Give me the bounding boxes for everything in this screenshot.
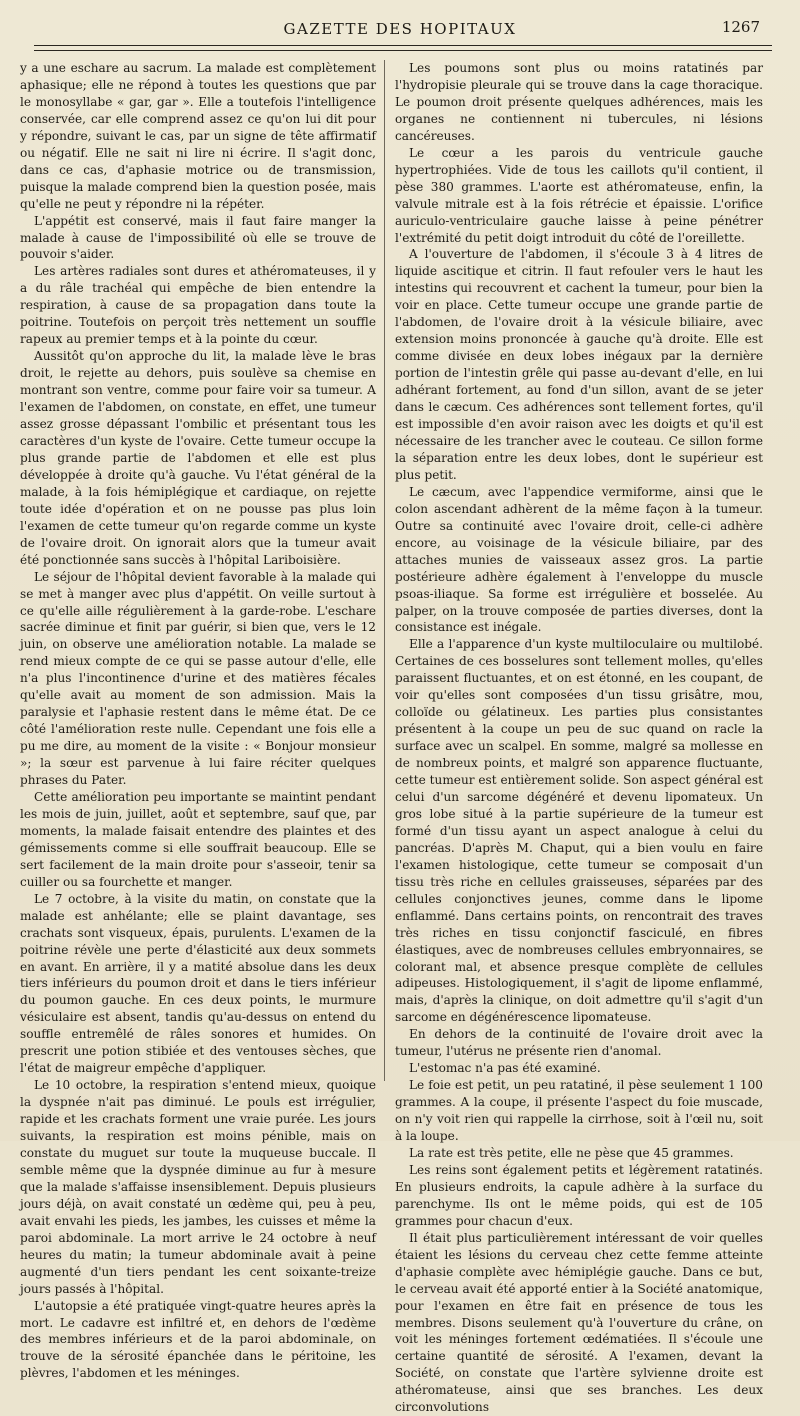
paragraph: A l'ouverture de l'abdomen, il s'écoule 3 à 4 litres de liquide ascitique et citrin. Il faut refouler vers le haut les intestins qui recouvrent et cachent la tumeur, pour bien la voir en place. Cette tumeur occupe une grande partie de l'abdomen, de l'ovaire droit à la vésicule biliaire, avec extension moins prononcée à gauche qu'à droite. Elle est comme divisée en deux lobes inégaux par la dernière portion de l'intestin grêle qui passe au-devant d'elle, en lui adhérant fortement, au fond d'un sillon, avant de se jeter dans le cæcum. Ces adhérences sont tellement fortes, qu'il est impossible d'en avoir raison avec les doigts et qu'il est nécessaire de les trancher avec le couteau. Ce sillon forme la séparation entre les deux lobes, dont le supérieur est plus petit. — [395, 247, 763, 482]
paragraph: Cette amélioration peu importante se maintint pendant les mois de juin, juillet, août et septembre, sauf que, par moments, la malade faisait entendre des plaintes et des gémissements comme si elle souffrait beaucoup. Elle se sert facilement de la main droite pour s'asseoir, tenir sa cuiller ou sa fourchette et manger. — [20, 789, 376, 889]
paragraph: La rate est très petite, elle ne pèse que 45 grammes. — [409, 1146, 734, 1160]
paragraph: L'autopsie a été pratiquée vingt-quatre heures après la mort. Le cadavre est infiltré et, en dehors de l'œdème des membres inférieurs et de la paroi abdominale, on trouve de la sérosité épanchée dans le péritoine, les plèvres, l'abdomen et les méninges. — [20, 1298, 376, 1381]
header-rule-thin — [34, 50, 772, 51]
paragraph: L'appétit est conservé, mais il faut faire manger la malade à cause de l'impossibilité où elle se trouve de pouvoir s'aider. — [20, 213, 376, 262]
paragraph: Le cæcum, avec l'appendice vermiforme, ainsi que le colon ascendant adhèrent de la même façon à la tumeur. Outre sa continuité avec l'ovaire droit, celle-ci adhère encore, au voisinage de la vésicule biliaire, par des attaches munies de vaisseaux assez gros. La partie postérieure adhère également à l'enveloppe du muscle psoas-iliaque. Sa forme est irrégulière et bosselée. Au palper, on la trouve composée de parties diverses, dont la consistance est inégale. — [395, 484, 763, 635]
left-column — [20, 60, 376, 1382]
column-divider — [384, 60, 385, 1081]
paragraph: L'estomac n'a pas été examiné. — [409, 1061, 601, 1076]
paragraph: Elle a l'apparence d'un kyste multiloculaire ou multilobé. Certaines de ces bosselures sont tellement molles, qu'elles paraissent fluctuantes, et on est étonné, en les coupant, de voir qu'elles sont composées d'un tissu grisâtre, mou, colloïde ou gélatineux. Les parties plus consistantes présentent à la coupe un peu de suc quand on racle la surface avec un scalpel. En somme, malgré sa mollesse en de nombreux points, et malgré son apparence fluctuante, cette tumeur est entièrement solide. Son aspect général est celui d'un sarcome dégénéré et devenu lipomateux. Un gros lobe situé à la partie supérieure de la tumeur est formé d'un tissu ayant un aspect analogue à celui du pancréas. D'après M. Chaput, qui a bien voulu en faire l'examen histologique, cette tumeur se composait d'un tissu très riche en cellules graisseuses, séparées par des cellules conjonctives jeunes, comme dans le lipome enflammé. Dans certains points, on rencontrait des traves très riches en tissu conjonctif fasciculé, en fibres élastiques, avec de nombreuses cellules embryonnaires, se colorant mal, et absence presque complète de cellules adipeuses. Histologiquement, il s'agit de lipome enflammé, mais, d'après la clinique, on doit admettre qu'il s'agit d'un sarcome en dégénérescence lipomateuse. — [395, 637, 763, 1025]
header-rule — [34, 45, 772, 46]
paragraph: Le 10 octobre, la respiration s'entend mieux, quoique la dyspnée n'ait pas diminué. Le pouls est irrégulier, rapide et les crachats forment une vraie purée. Les jours suivants, la respiration est moins pénible, mais on constate du muguet sur toute la muqueuse buccale. Il semble même que la dyspnée diminue au fur à mesure que la malade s'affaisse insensiblement. Depuis plusieurs jours déjà, on avait constaté un œdème qui, peu à peu, avait envahi les pieds, les jambes, les cuisses et même la paroi abdominale. La mort arrive le 24 octobre à neuf heures du matin; la tumeur abdominale avait à peine augmenté d'un tiers pendant les cent soixante-treize jours passés à l'hôpital. — [20, 1078, 376, 1296]
page-number: 1267 — [721, 18, 760, 36]
paragraph: Le cœur a les parois du ventricule gauche hypertrophiées. Vide de tous les caillots qu'il contient, il pèse 380 grammes. L'aorte est athéromateuse, enfin, la valvule mitrale est à la fois rétrécie et épaissie. L'orifice auriculo-ventriculaire gauche laisse à peine pénétrer l'extrémité du petit doigt introduit du côté de l'oreillette. — [395, 145, 763, 245]
running-title: GAZETTE DES HOPITAUX — [283, 20, 517, 38]
paragraph: y a une eschare au sacrum. La malade est complètement aphasique; elle ne répond à toutes les questions que par le monosyllabe « gar, gar ». Elle a toutefois l'intelligence conservée, car elle comprend assez ce qu'on lui dit pour y répondre, suivant le cas, par un signe de tête affirmatif ou négatif. Elle ne sait ni lire ni écrire. Il s'agit donc, dans ce cas, d'aphasie motrice ou de transmission, puisque la malade comprend bien la question posée, mais qu'elle ne peut y répondre ni la répéter. — [20, 61, 376, 211]
paragraph: Le 7 octobre, à la visite du matin, on constate que la malade est anhélante; elle se plaint davantage, ses crachats sont visqueux, épais, purulents. L'examen de la poitrine révèle une perte d'élasticité aux deux sommets en avant. En arrière, il y a matité absolue dans les deux tiers inférieurs du poumon droit et dans le tiers inférieur du poumon gauche. En ces deux points, le murmure vésiculaire est absent, tandis qu'au-dessus on entend du souffle entremêlé de râles sonores et humides. On prescrit une potion stibiée et des ventouses sèches, que l'état de maigreur empêche d'appliquer. — [20, 891, 376, 1076]
right-column — [395, 60, 763, 1416]
paragraph: Le foie est petit, un peu ratatiné, il pèse seulement 1 100 grammes. A la coupe, il présente l'aspect du foie muscade, on n'y voit rien qui rappelle la cirrhose, soit à l'œil nu, soit à la loupe. — [395, 1078, 763, 1144]
paragraph: Les poumons sont plus ou moins ratatinés par l'hydropisie pleurale qui se trouve dans la cage thoracique. Le poumon droit présente quelques adhérences, mais les organes ne contiennent ni tubercules, ni lésions cancéreuses. — [395, 61, 763, 143]
paragraph: Aussitôt qu'on approche du lit, la malade lève le bras droit, le rejette au dehors, puis soulève sa chemise en montrant son ventre, comme pour faire voir sa tumeur. A l'examen de l'abdomen, on constate, en effet, une tumeur assez grosse dépassant l'ombilic et présentant tous les caractères d'un kyste de l'ovaire. Cette tumeur occupe la plus grande partie de l'abdomen et elle est plus développée à droite qu'à gauche. Vu l'état général de la malade, à la fois hémiplégique et cardiaque, on rejette toute idée d'opération et on ne pousse pas plus loin l'examen de cette tumeur qu'on regarde comme un kyste de l'ovaire droit. On ignorait alors que la tumeur avait été ponctionnée sans succès à l'hôpital Lariboisière. — [20, 349, 376, 567]
paragraph: Les artères radiales sont dures et athéromateuses, il y a du râle trachéal qui empêche de bien entendre la respiration, à cause de sa propagation dans toute la poitrine. Toutefois on perçoit très nettement un souffle rapeux au premier temps et à la pointe du cœur. — [20, 264, 376, 347]
paragraph: En dehors de la continuité de l'ovaire droit avec la tumeur, l'utérus ne présente rien d'anomal. — [395, 1027, 763, 1059]
paragraph: Les reins sont également petits et légèrement ratatinés. En plusieurs endroits, la capule adhère à la surface du parenchyme. Ils ont le même poids, qui est de 105 grammes pour chacun d'eux. — [395, 1162, 763, 1228]
paragraph: Le séjour de l'hôpital devient favorable à la malade qui se met à manger avec plus d'appétit. On veille surtout à ce qu'elle aille régulièrement à la garde-robe. L'eschare sacrée diminue et finit par guérir, si bien que, vers le 12 juin, on observe une amélioration notable. La malade se rend mieux compte de ce qui se passe autour d'elle, elle n'a plus l'incontinence d'urine et des matières fécales qu'elle avait au moment de son admission. Mais la paralysie et l'aphasie restent dans le même état. De ce côté l'amélioration reste nulle. Cependant une fois elle a pu me dire, au moment de la visite : « Bonjour monsieur »; la sœur est parvenue à lui faire réciter quelques phrases du Pater. — [20, 569, 376, 788]
paragraph: Il était plus particulièrement intéressant de voir quelles étaient les lésions du cerveau chez cette femme atteinte d'aphasie complète avec hémiplégie gauche. Dans ce but, le cerveau avait été apporté entier à la Société anatomique, pour l'examen en être fait en présence de tous les membres. Disons seulement qu'à l'ouverture du crâne, on voit les méninges fortement œdématiées. Il s'écoule une certaine quantité de sérosité. A l'examen, devant la Société, on constate que l'artère sylvienne droite est athéromateuse, ainsi que ses branches. Les deux circonvolutions — [395, 1230, 763, 1415]
page-header — [40, 18, 760, 40]
